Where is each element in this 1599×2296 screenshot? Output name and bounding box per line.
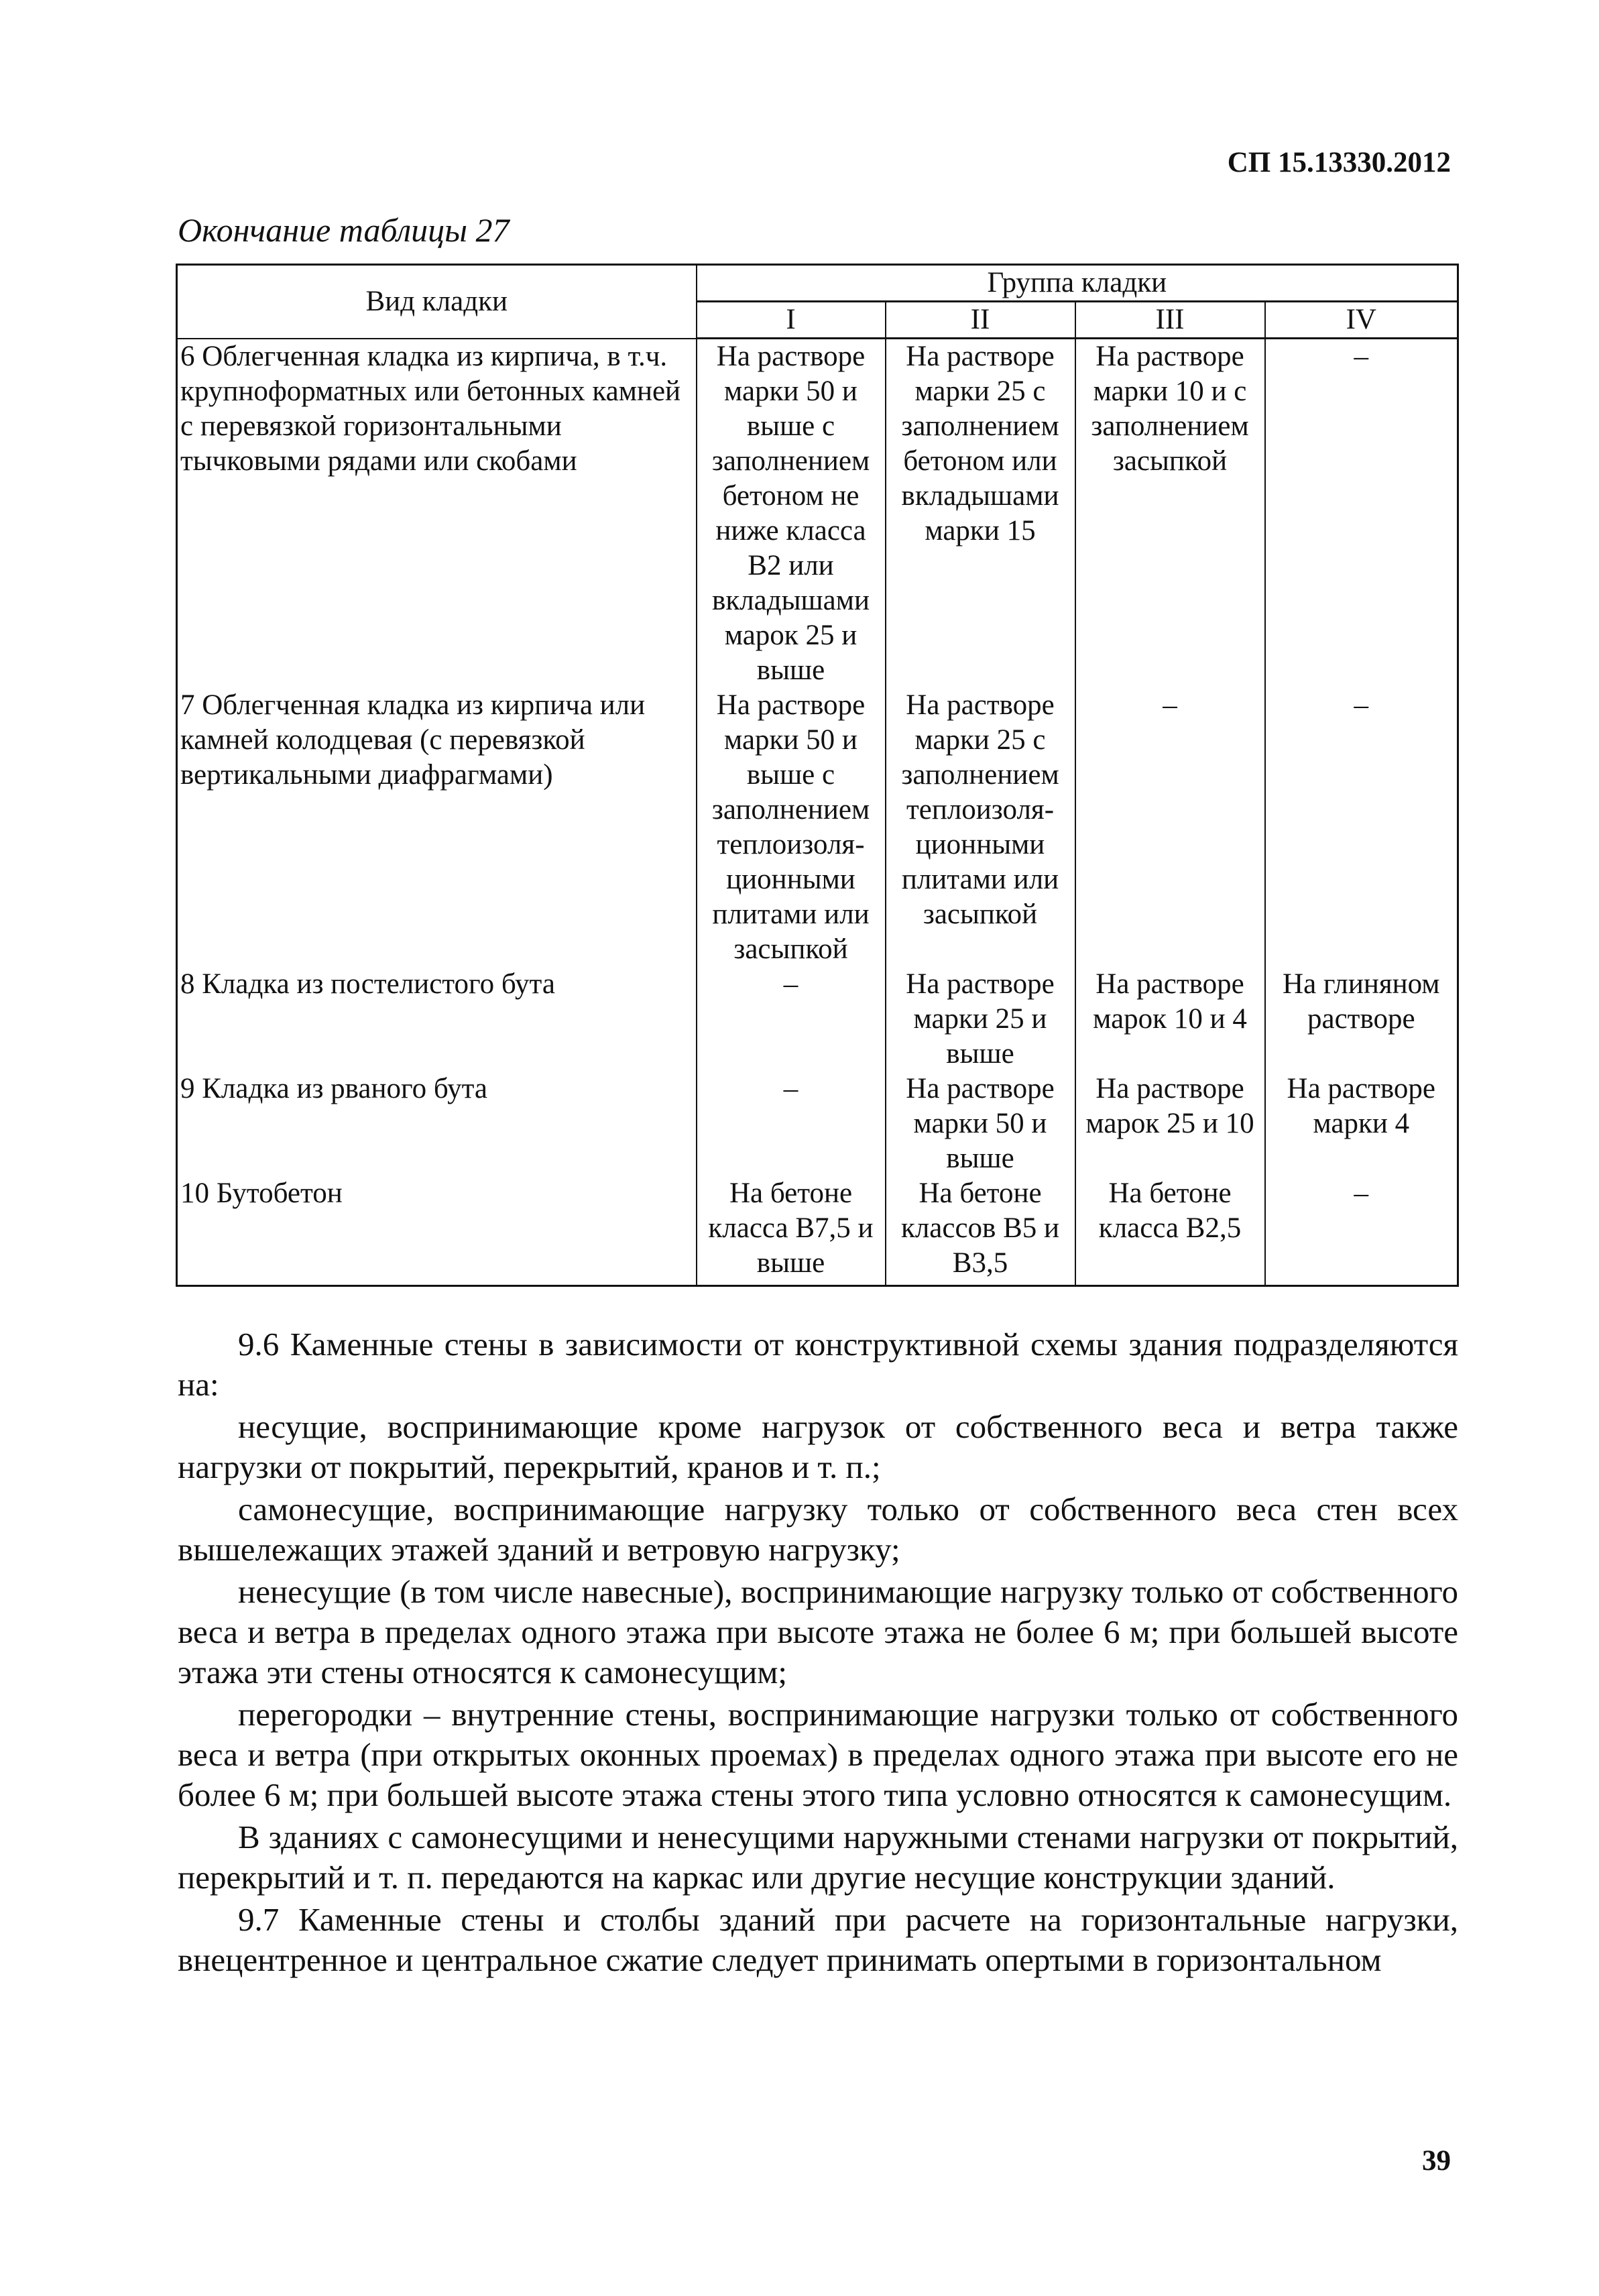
header-group: Группа кладки [697, 265, 1458, 302]
table-row [177, 967, 1458, 1072]
cell-group-3: На растворе марки 10 и с заполнением засыпкой [1075, 339, 1265, 689]
cell-kind: 10 Бутобетон [177, 1176, 697, 1286]
cell-group-3: На растворе марок 10 и 4 [1075, 967, 1265, 1072]
masonry-table [176, 264, 1459, 1287]
paragraph-9-7: 9.7 Каменные стены и столбы зданий при расчете на горизонтальные нагрузки, внецентренное и центральное сжатие следует принимать опертыми в горизонтальном [178, 1901, 1458, 1978]
cell-group-3: – [1075, 688, 1265, 967]
table-caption: Окончание таблицы 27 [178, 211, 510, 249]
header-kind: Вид кладки [177, 265, 697, 339]
paragraph-non-load-bearing: ненесущие (в том числе навесные), воспринимающие нагрузку только от собственного веса и ветра в пределах одного этажа при высоте этажа не более 6 м; при большей высоте этажа эти стены относятся к самонесущим; [178, 1573, 1458, 1690]
cell-kind: 9 Кладка из рваного бута [177, 1072, 697, 1176]
paragraph-self-supporting: самонесущие, воспринимающие нагрузку только от собственного веса стен всех вышележащих этажей зданий и ветровую нагрузку; [178, 1491, 1458, 1568]
paragraph-frame-loads: В зданиях с самонесущими и ненесущими наружными стенами нагрузки от покрытий, перекрытий и т. п. передаются на каркас или другие несущие конструкции зданий. [178, 1819, 1458, 1896]
header-group-1: I [697, 302, 886, 339]
table-row [177, 688, 1458, 967]
header-group-3: III [1075, 302, 1265, 339]
cell-group-2: На растворе марки 25 с заполнением теплоизоля-ционными плитами или засыпкой [886, 688, 1075, 967]
cell-group-4: На растворе марки 4 [1265, 1072, 1458, 1176]
cell-group-1: На растворе марки 50 и выше с заполнением теплоизоля-ционными плитами или засыпкой [697, 688, 886, 967]
table-row [177, 339, 1458, 689]
cell-group-2: На растворе марки 25 и выше [886, 967, 1075, 1072]
page-number: 39 [1422, 2145, 1451, 2177]
cell-group-1: На растворе марки 50 и выше с заполнением бетоном не ниже класса В2 или вкладышами марок 25 и выше [697, 339, 886, 689]
paragraph-9-6: 9.6 Каменные стены в зависимости от конструктивной схемы здания подразделяются на: [178, 1326, 1458, 1403]
paragraph-partitions: перегородки – внутренние стены, воспринимающие нагрузки только от собственного веса и ветра (при открытых оконных проемах) в пределах одного этажа при высоте его не более 6 м; при большей высоте этажа стены этого типа условно относятся к самонесущим. [178, 1696, 1458, 1813]
cell-group-1: – [697, 967, 886, 1072]
table-row [177, 1072, 1458, 1176]
cell-group-1: На бетоне класса В7,5 и выше [697, 1176, 886, 1286]
cell-group-4: На глиняном растворе [1265, 967, 1458, 1072]
cell-group-4: – [1265, 1176, 1458, 1286]
document-code: СП 15.13330.2012 [1227, 147, 1451, 178]
cell-group-4: – [1265, 339, 1458, 689]
cell-group-2: На растворе марки 50 и выше [886, 1072, 1075, 1176]
cell-group-3: На растворе марок 25 и 10 [1075, 1072, 1265, 1176]
cell-kind: 7 Облегченная кладка из кирпича или камней колодцевая (с перевязкой вертикальными диафрагмами) [177, 688, 697, 967]
header-group-4: IV [1265, 302, 1458, 339]
table-row [177, 1176, 1458, 1286]
paragraph-load-bearing: несущие, воспринимающие кроме нагрузок от собственного веса и ветра также нагрузки от покрытий, перекрытий, кранов и т. п.; [178, 1408, 1458, 1485]
cell-kind: 6 Облегченная кладка из кирпича, в т.ч. крупноформатных или бетонных камней с перевязкой горизонтальными тычковыми рядами или скобами [177, 339, 697, 689]
cell-group-4: – [1265, 688, 1458, 967]
cell-group-2: На растворе марки 25 с заполнением бетоном или вкладышами марки 15 [886, 339, 1075, 689]
cell-group-3: На бетоне класса В2,5 [1075, 1176, 1265, 1286]
header-group-2: II [886, 302, 1075, 339]
cell-group-1: – [697, 1072, 886, 1176]
cell-group-2: На бетоне классов В5 и В3,5 [886, 1176, 1075, 1286]
body-text [178, 1324, 1458, 1982]
cell-kind: 8 Кладка из постелистого бута [177, 967, 697, 1072]
